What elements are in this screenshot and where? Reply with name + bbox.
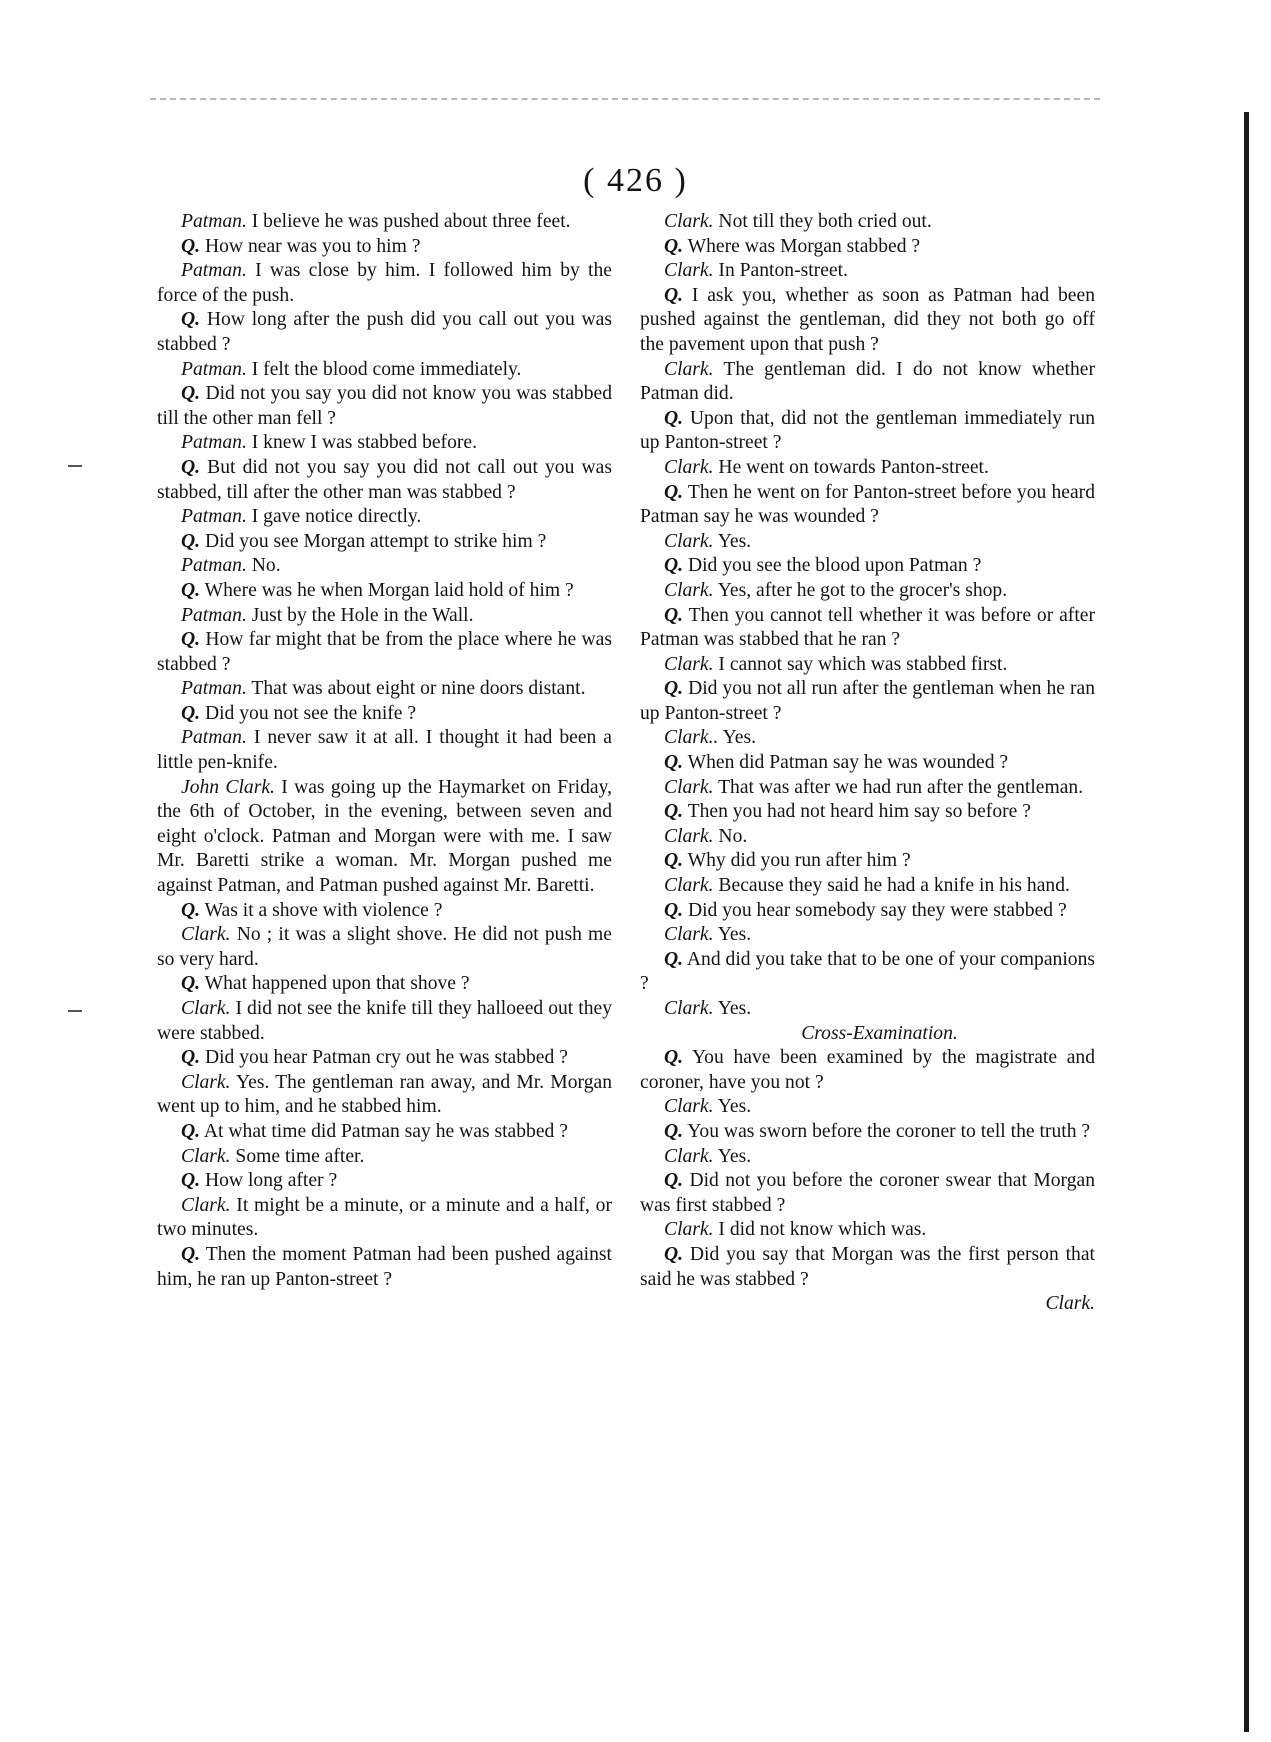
question-marker: Q. xyxy=(181,383,201,405)
testimony-text: Just by the Hole in the Wall. xyxy=(246,604,474,626)
speaker-name: Patman. xyxy=(181,678,247,700)
testimony-paragraph xyxy=(640,481,1095,530)
testimony-text: I did not know which was. xyxy=(713,1219,927,1241)
question-marker: Q. xyxy=(181,530,201,552)
speaker-name: Clark. xyxy=(664,776,714,798)
question-marker: Q. xyxy=(664,604,684,626)
testimony-paragraph xyxy=(640,751,1095,776)
testimony-text: How far might that be from the place where he was stabbed ? xyxy=(157,629,612,675)
question-marker: Q. xyxy=(181,1120,201,1142)
testimony-paragraph xyxy=(157,235,612,260)
testimony-paragraph xyxy=(157,382,612,431)
speaker-name: Clark. xyxy=(664,211,714,232)
testimony-text: Did you not all run after the gentleman when he ran up Panton-street ? xyxy=(640,678,1095,724)
testimony-text: Did you say that Morgan was the first person that said he was stabbed ? xyxy=(640,1243,1095,1290)
testimony-text: Yes. xyxy=(713,530,752,552)
testimony-text: Then you had not heard him say so before ? xyxy=(683,801,1031,823)
question-marker: Q. xyxy=(664,1243,684,1265)
testimony-text: How long after ? xyxy=(200,1170,338,1192)
testimony-text: Did you see the blood upon Patman ? xyxy=(683,555,982,577)
speaker-name: Clark. xyxy=(664,924,714,946)
testimony-text: Yes. xyxy=(713,998,752,1019)
testimony-text: Then he went on for Panton-street before you heard Patman say he was wounded ? xyxy=(640,481,1095,528)
testimony-paragraph xyxy=(157,997,612,1046)
speaker-name: Clark. xyxy=(664,998,714,1019)
testimony-text: I believe he was pushed about three feet. xyxy=(246,211,571,232)
testimony-text: How long after the push did you call out you was stabbed ? xyxy=(157,309,612,355)
speaker-name: Patman. xyxy=(181,604,247,626)
page-edge-shadow xyxy=(1244,112,1249,1732)
question-marker: Q. xyxy=(181,1047,201,1069)
question-marker: Q. xyxy=(664,1047,684,1069)
speaker-name: Clark. xyxy=(664,358,714,380)
testimony-text: Did not you before the coroner swear that Morgan was first stabbed ? xyxy=(640,1170,1095,1216)
speaker-name: Clark. xyxy=(664,530,714,552)
testimony-paragraph xyxy=(640,849,1095,874)
question-marker: Q. xyxy=(181,899,201,921)
testimony-text: Yes. xyxy=(713,1145,752,1167)
testimony-paragraph xyxy=(157,1194,612,1243)
testimony-paragraph xyxy=(157,1145,612,1170)
testimony-text: No ; it was a slight shove. He did not push me so very hard. xyxy=(157,924,612,970)
cross-examination-testimony xyxy=(640,1046,1095,1292)
testimony-text: What happened upon that shove ? xyxy=(200,973,470,995)
testimony-paragraph xyxy=(640,579,1095,604)
testimony-text: You was sworn before the coroner to tell the truth ? xyxy=(683,1120,1091,1142)
testimony-text: I was close by him. I followed him by the force of the push. xyxy=(157,260,612,306)
question-marker: Q. xyxy=(181,1243,201,1265)
testimony-text: Yes, after he got to the grocer's shop. xyxy=(713,579,1008,601)
testimony-paragraph xyxy=(157,899,612,924)
testimony-paragraph xyxy=(157,702,612,727)
testimony-text: No. xyxy=(246,555,281,577)
question-marker: Q. xyxy=(664,1120,684,1142)
testimony-paragraph xyxy=(157,554,612,579)
speaker-name: Patman. xyxy=(181,555,247,577)
testimony-paragraph xyxy=(640,210,1095,235)
testimony-paragraph xyxy=(157,776,612,899)
question-marker: Q. xyxy=(181,973,201,995)
speaker-name: Clark. xyxy=(664,653,714,675)
testimony-paragraph xyxy=(157,456,612,505)
testimony-paragraph xyxy=(640,530,1095,555)
question-marker: Q. xyxy=(181,579,201,601)
testimony-paragraph xyxy=(157,431,612,456)
speaker-name: Clark.. xyxy=(664,727,719,749)
testimony-paragraph xyxy=(640,1046,1095,1095)
testimony-paragraph xyxy=(157,210,612,235)
question-marker: Q. xyxy=(181,309,201,331)
question-marker: Q. xyxy=(664,899,684,921)
speaker-name: Patman. xyxy=(181,506,247,528)
testimony-text: I knew I was stabbed before. xyxy=(246,432,477,454)
question-marker: Q. xyxy=(664,1170,684,1192)
speaker-name: Clark. xyxy=(181,924,231,946)
question-marker: Q. xyxy=(664,235,684,257)
question-marker: Q. xyxy=(664,752,684,774)
testimony-paragraph xyxy=(640,235,1095,260)
testimony-paragraph xyxy=(157,1046,612,1071)
testimony-paragraph xyxy=(640,997,1095,1022)
speaker-name: Clark. xyxy=(664,260,714,282)
speaker-name: Patman. xyxy=(181,211,247,232)
testimony-text: It might be a minute, or a minute and a half, or two minutes. xyxy=(157,1194,612,1241)
testimony-paragraph xyxy=(640,1120,1095,1145)
right-column xyxy=(640,210,1095,1317)
question-marker: Q. xyxy=(664,801,684,823)
page-number: ( 426 ) xyxy=(583,162,688,199)
testimony-text: I never saw it at all. I thought it had been a little pen-knife. xyxy=(157,727,612,774)
testimony-paragraph xyxy=(157,308,612,357)
question-marker: Q. xyxy=(181,456,201,478)
speaker-name: Clark. xyxy=(664,1096,714,1118)
speaker-name: Patman. xyxy=(181,727,247,749)
speaker-name: Clark. xyxy=(181,1194,231,1216)
testimony-paragraph xyxy=(157,1071,612,1120)
testimony-paragraph xyxy=(640,948,1095,997)
testimony-text: Then you cannot tell whether it was before or after Patman was stabbed that he ran ? xyxy=(640,604,1095,651)
speaker-name: Clark. xyxy=(664,1219,714,1241)
testimony-paragraph xyxy=(640,284,1095,358)
testimony-text: Did you hear somebody say they were stabbed ? xyxy=(683,899,1067,921)
catchword: Clark. xyxy=(1045,1293,1095,1315)
testimony-paragraph xyxy=(157,358,612,383)
speaker-name: Patman. xyxy=(181,358,247,380)
testimony-paragraph xyxy=(640,259,1095,284)
question-marker: Q. xyxy=(664,555,684,577)
testimony-paragraph xyxy=(640,1243,1095,1292)
top-rule xyxy=(150,98,1100,100)
testimony-paragraph xyxy=(640,874,1095,899)
speaker-name: Clark. xyxy=(664,456,714,478)
testimony-text: The gentleman did. I do not know whether Patman did. xyxy=(640,358,1095,405)
testimony-text: Where was he when Morgan laid hold of him ? xyxy=(200,579,574,601)
testimony-text: Did not you say you did not know you was stabbed till the other man fell ? xyxy=(157,383,612,429)
question-marker: Q. xyxy=(181,235,201,257)
testimony-text: Yes. xyxy=(718,727,757,749)
testimony-paragraph xyxy=(157,259,612,308)
testimony-paragraph xyxy=(640,358,1095,407)
testimony-text: Did you see Morgan attempt to strike him ? xyxy=(200,530,547,552)
speaker-name: Clark. xyxy=(664,875,714,897)
testimony-paragraph xyxy=(157,972,612,997)
testimony-paragraph xyxy=(640,800,1095,825)
testimony-text: No. xyxy=(713,825,748,847)
speaker-name: Clark. xyxy=(181,998,231,1019)
testimony-paragraph xyxy=(157,1243,612,1292)
testimony-paragraph xyxy=(157,530,612,555)
testimony-paragraph xyxy=(640,726,1095,751)
testimony-text: I felt the blood come immediately. xyxy=(246,358,522,380)
testimony-text: How near was you to him ? xyxy=(200,235,421,257)
left-column xyxy=(157,210,612,1292)
testimony-text: In Panton-street. xyxy=(713,260,848,282)
testimony-paragraph xyxy=(640,554,1095,579)
testimony-paragraph xyxy=(157,1120,612,1145)
testimony-paragraph xyxy=(640,407,1095,456)
question-marker: Q. xyxy=(664,948,684,970)
testimony-paragraph xyxy=(157,726,612,775)
testimony-paragraph xyxy=(640,653,1095,678)
testimony-text: I was going up the Haymarket on Friday, the 6th of October, in the evening, between seven and eight o'clock. Patman and Morgan were with me. I saw Mr. Baretti strike a woman. Mr. Morgan pushed me against Patman, and Patman pushed against Mr. Baretti. xyxy=(157,776,613,897)
question-marker: Q. xyxy=(181,1170,201,1192)
testimony-text: When did Patman say he was wounded ? xyxy=(683,752,1009,774)
testimony-paragraph xyxy=(157,579,612,604)
testimony-text: That was about eight or nine doors distant. xyxy=(246,678,586,700)
testimony-paragraph xyxy=(157,1169,612,1194)
testimony-text: Yes. xyxy=(713,1096,752,1118)
question-marker: Q. xyxy=(664,407,684,429)
speaker-name: Patman. xyxy=(181,260,247,282)
speaker-name: Clark. xyxy=(664,1145,714,1167)
testimony-text: Did you hear Patman cry out he was stabbed ? xyxy=(200,1047,568,1069)
testimony-text: Some time after. xyxy=(230,1145,365,1167)
testimony-text: I ask you, whether as soon as Patman had been pushed against the gentleman, did they not both go off the pavement upon that push ? xyxy=(640,284,1095,355)
question-marker: Q. xyxy=(181,629,201,651)
testimony-text: Where was Morgan stabbed ? xyxy=(683,235,921,257)
speaker-name: Clark. xyxy=(181,1071,231,1093)
question-marker: Q. xyxy=(664,284,684,306)
testimony-text: I cannot say which was stabbed first. xyxy=(713,653,1008,675)
testimony-paragraph xyxy=(157,628,612,677)
testimony-paragraph xyxy=(640,1169,1095,1218)
testimony-text: Then the moment Patman had been pushed against him, he ran up Panton-street ? xyxy=(157,1243,612,1290)
speaker-name: Clark. xyxy=(664,825,714,847)
testimony-text: Yes. xyxy=(713,924,752,946)
testimony-paragraph xyxy=(640,923,1095,948)
question-marker: Q. xyxy=(181,702,201,724)
question-marker: Q. xyxy=(664,850,684,872)
testimony-text: Because they said he had a knife in his hand. xyxy=(713,875,1070,897)
testimony-paragraph xyxy=(640,825,1095,850)
right-column-testimony xyxy=(640,210,1095,1022)
testimony-paragraph xyxy=(640,899,1095,924)
testimony-text: And did you take that to be one of your companions ? xyxy=(640,948,1095,995)
testimony-text: You have been examined by the magistrate and coroner, have you not ? xyxy=(640,1047,1095,1093)
testimony-text: I did not see the knife till they halloeed out they were stabbed. xyxy=(157,998,612,1044)
section-heading: Cross-Examination. xyxy=(801,1022,958,1044)
testimony-paragraph xyxy=(640,1145,1095,1170)
speaker-name: Patman. xyxy=(181,432,247,454)
testimony-text: Upon that, did not the gentleman immediately run up Panton-street ? xyxy=(640,407,1095,454)
testimony-paragraph xyxy=(640,677,1095,726)
testimony-paragraph xyxy=(157,505,612,530)
testimony-paragraph xyxy=(640,1095,1095,1120)
testimony-paragraph xyxy=(157,604,612,629)
margin-mark xyxy=(68,465,82,467)
testimony-paragraph xyxy=(157,677,612,702)
testimony-text: But did not you say you did not call out you was stabbed, till after the other man was stabbed ? xyxy=(157,456,612,503)
question-marker: Q. xyxy=(664,481,684,503)
question-marker: Q. xyxy=(664,678,684,700)
testimony-text: Why did you run after him ? xyxy=(683,850,911,872)
testimony-text: Not till they both cried out. xyxy=(713,211,932,232)
testimony-text: I gave notice directly. xyxy=(246,506,422,528)
margin-mark xyxy=(68,1010,82,1012)
testimony-text: He went on towards Panton-street. xyxy=(713,456,989,478)
speaker-name: John Clark. xyxy=(181,776,275,798)
testimony-paragraph xyxy=(640,1218,1095,1243)
testimony-paragraph xyxy=(640,776,1095,801)
testimony-text: Yes. The gentleman ran away, and Mr. Morgan went up to him, and he stabbed him. xyxy=(157,1071,612,1118)
testimony-text: Was it a shove with violence ? xyxy=(200,899,443,921)
testimony-paragraph xyxy=(640,604,1095,653)
testimony-paragraph xyxy=(640,456,1095,481)
testimony-text: At what time did Patman say he was stabbed ? xyxy=(200,1120,568,1142)
testimony-text: Did you not see the knife ? xyxy=(200,702,417,724)
testimony-paragraph xyxy=(157,923,612,972)
speaker-name: Clark. xyxy=(181,1145,231,1167)
testimony-text: That was after we had run after the gentleman. xyxy=(713,776,1084,798)
speaker-name: Clark. xyxy=(664,579,714,601)
